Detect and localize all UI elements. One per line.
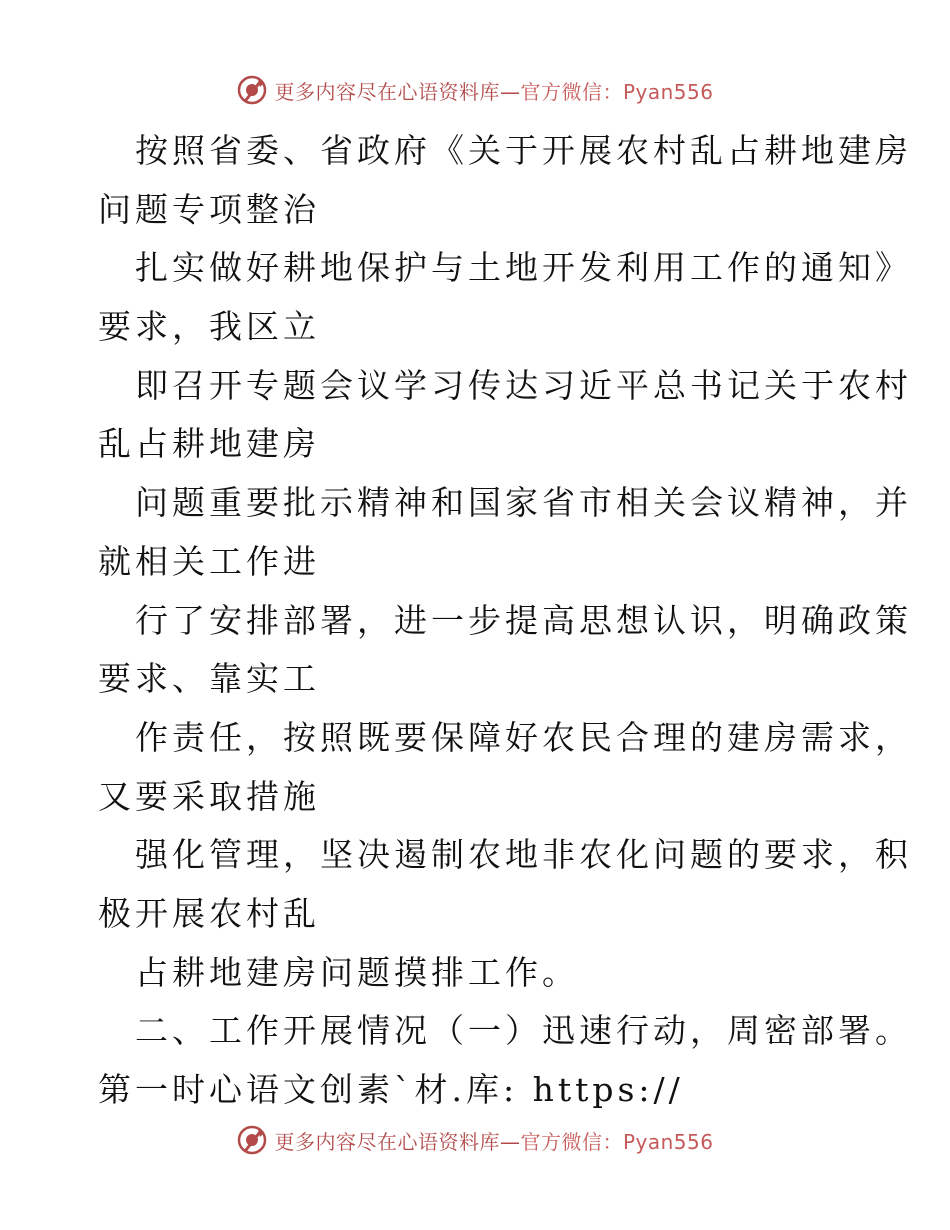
banner-separator: — [499,1129,521,1154]
body-line: 就相关工作进 [98,541,320,581]
banner-text [274,76,713,105]
body-line: 第一时心语文创素`材.库: https:// [98,1070,684,1109]
header-banner [0,70,950,110]
body-line: 问题专项整治 [98,189,320,229]
body-line: 二、工作开展情况（一）迅速行动，周密部署。 [135,1011,912,1051]
body-line: 强化管理，坚决遏制农地非农化问题的要求，积 [135,835,912,875]
body-line: 要求，我区立 [98,307,320,347]
banner-separator: — [499,79,521,104]
hand-pen-logo-icon [236,1124,268,1156]
body-line: 乱占耕地建房 [98,424,320,464]
body-line: 作责任，按照既要保障好农民合理的建房需求， [135,717,912,757]
hand-pen-logo-icon [236,74,268,106]
body-line: 要求、靠实工 [98,659,320,699]
banner-library-name: 更多内容尽在心语资料库 [274,79,500,104]
banner-library-name: 更多内容尽在心语资料库 [274,1129,500,1154]
footer-banner [0,1120,950,1160]
banner-wechat: 官方微信：Pyan556 [520,79,714,104]
body-line: 行了安排部署，进一步提高思想认识，明确政策 [135,600,912,640]
body-line: 即召开专题会议学习传达习近平总书记关于农村 [135,365,912,405]
body-line: 极开展农村乱 [98,893,320,933]
banner-wechat: 官方微信：Pyan556 [520,1129,714,1154]
body-line: 扎实做好耕地保护与土地开发利用工作的通知》 [135,248,912,288]
banner-text [274,1126,713,1155]
body-line: 又要采取措施 [98,776,320,816]
body-line: 问题重要批示精神和国家省市相关会议精神，并 [135,483,912,523]
document-body [98,122,912,1120]
body-line: 占耕地建房问题摸排工作。 [135,952,579,992]
body-line: 按照省委、省政府《关于开展农村乱占耕地建房 [135,131,912,170]
